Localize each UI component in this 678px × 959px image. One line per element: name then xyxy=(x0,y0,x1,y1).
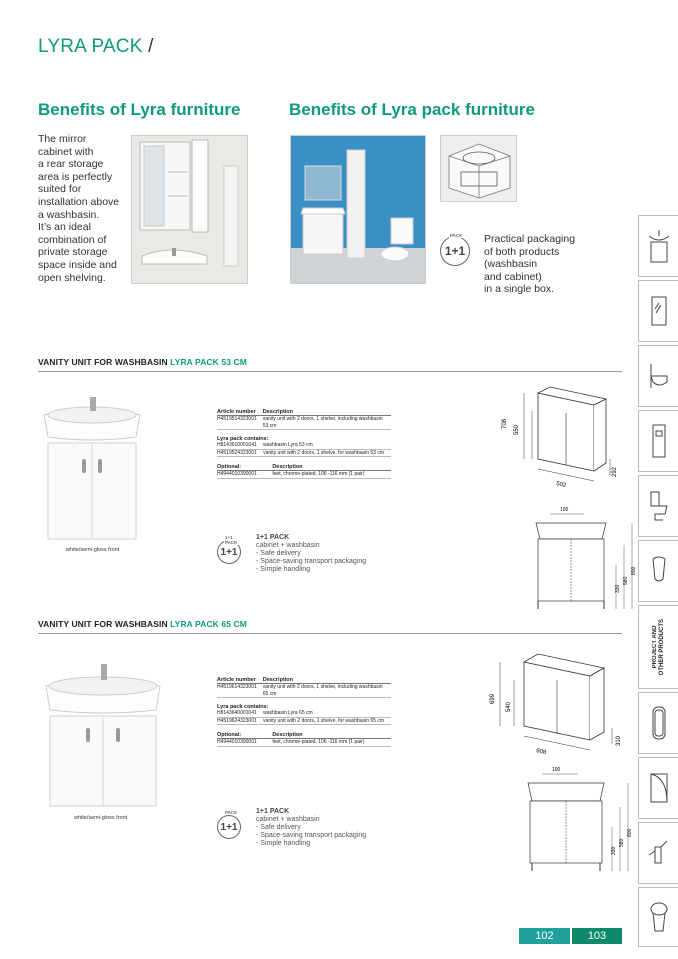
svg-text:100: 100 xyxy=(552,767,561,773)
side-tab-washbasin[interactable] xyxy=(638,215,678,277)
product-heading-65: VANITY UNIT FOR WASHBASIN LYRA PACK 65 CM xyxy=(38,619,247,629)
vanity-unit-65-image xyxy=(44,660,162,813)
page-number-left[interactable]: 102 xyxy=(519,928,570,944)
benefits-lyra-text: The mirror cabinet with a rear storage area is perfectly suited for installation above a washbasin. It’s an ideal combination of private storage space inside and open shelving. xyxy=(38,133,120,284)
side-tab-toilet[interactable] xyxy=(638,475,678,537)
benefits-pack-text: Practical packaging of both products (washbasin and cabinet) in a single box. xyxy=(484,233,576,296)
svg-text:330: 330 xyxy=(611,846,617,855)
svg-text:608: 608 xyxy=(535,748,547,757)
side-tab-wall-toilet[interactable] xyxy=(638,345,678,407)
svg-text:100: 100 xyxy=(560,507,569,513)
svg-text:699: 699 xyxy=(490,693,496,704)
side-tab-bathtub[interactable] xyxy=(638,692,678,754)
spec-table-65: Article number Description H4519614323001 vanity unit with 2 doors, 1 shelve, including washbasin 65 cm Lyra pack contains: H8143640001041 washbasin Lyra 65 cm H4519624323001 vanity unit with 2 doors, 1 shelve, for washbasin 65 cm Optional: Description H4944010390001 feet, chrome-plated, 106 -116 mm (1 pair) xyxy=(217,677,391,747)
bidet-icon xyxy=(647,897,671,937)
divider xyxy=(38,633,622,634)
svg-text:580: 580 xyxy=(619,838,625,847)
side-tab-mirror[interactable] xyxy=(638,280,678,342)
spec-table-53: Article number Description H4519514323001 vanity unit with 2 doors, 1 shelve, including washbasin 53 cm Lyra pack contains: H8143610001041 washbasin Lyra 53 cm H4519524323001 vanity unit with 2 doors, 1 shelve, for washbasin 53 cm Optional: Description H4944010390001 feet, chrome-plated, 106 -116 mm (1 pair) xyxy=(217,409,391,479)
page-title xyxy=(38,36,154,58)
washbasin-icon xyxy=(647,226,671,266)
side-tab-faucet[interactable] xyxy=(638,822,678,884)
vanity-unit-53-image xyxy=(40,393,144,546)
bathroom-photo xyxy=(290,135,426,284)
svg-text:800: 800 xyxy=(631,566,637,575)
installation-frame-icon xyxy=(647,421,671,461)
project-label: PROJECT AND OTHER PRODUCTS xyxy=(651,618,665,676)
dimension-drawing-65-iso xyxy=(486,650,626,765)
product-heading-53: VANITY UNIT FOR WASHBASIN LYRA PACK 53 CM xyxy=(38,357,247,367)
page-title-slash: / xyxy=(148,36,154,57)
bathtub-icon xyxy=(647,703,671,743)
benefits-pack-heading: Benefits of Lyra pack furniture xyxy=(289,100,535,119)
dim-d: 292 xyxy=(612,466,618,477)
page-title-text: LYRA PACK xyxy=(38,36,143,57)
svg-text:330: 330 xyxy=(615,584,621,593)
svg-text:580: 580 xyxy=(623,576,629,585)
side-tab-bidet[interactable] xyxy=(638,887,678,947)
dimension-drawing-65-front xyxy=(526,765,636,880)
pack-info-65: 1+1 PACK cabinet + washbasin - Safe delivery - Space-saving transport packaging - Simple handling xyxy=(256,808,367,847)
svg-text:800: 800 xyxy=(627,828,633,837)
shower-enclosure-icon xyxy=(647,768,671,808)
side-tab-urinal[interactable] xyxy=(638,540,678,602)
pack-badge-53: 1+1 PACK 1+1 xyxy=(217,538,241,564)
side-tab-shower[interactable] xyxy=(638,757,678,819)
dim-w: 502 xyxy=(555,481,567,490)
dim-h: 708 xyxy=(502,418,508,429)
side-tab-installation[interactable] xyxy=(638,410,678,472)
urinal-icon xyxy=(647,551,671,591)
mirror-icon xyxy=(647,291,671,331)
pack-box-illustration xyxy=(440,135,517,202)
pack-info-53: 1+1 PACK cabinet + washbasin - Safe delivery - Space-saving transport packaging - Simple handling xyxy=(256,534,367,573)
product-caption-53: white/semi-gloss front xyxy=(66,547,120,553)
faucet-icon xyxy=(647,833,671,873)
dimension-drawing-53-iso xyxy=(498,383,626,498)
benefits-lyra-heading: Benefits of Lyra furniture xyxy=(38,100,241,119)
side-tab-project[interactable] xyxy=(638,605,678,689)
svg-text:310: 310 xyxy=(616,735,622,746)
dimension-drawing-53-front xyxy=(530,505,640,618)
pack-badge-65: PACK 1+1 xyxy=(217,813,241,839)
pack-badge-large: PACK 1+1 xyxy=(440,236,470,266)
svg-text:540: 540 xyxy=(506,701,512,712)
page-number-right[interactable]: 103 xyxy=(572,928,622,944)
wall-toilet-icon xyxy=(647,356,671,396)
product-caption-65: white/semi-gloss front xyxy=(74,815,128,821)
mirror-cabinet-photo xyxy=(131,135,248,284)
toilet-icon xyxy=(647,486,671,526)
dim-h2: 550 xyxy=(514,424,520,435)
divider xyxy=(38,371,622,372)
